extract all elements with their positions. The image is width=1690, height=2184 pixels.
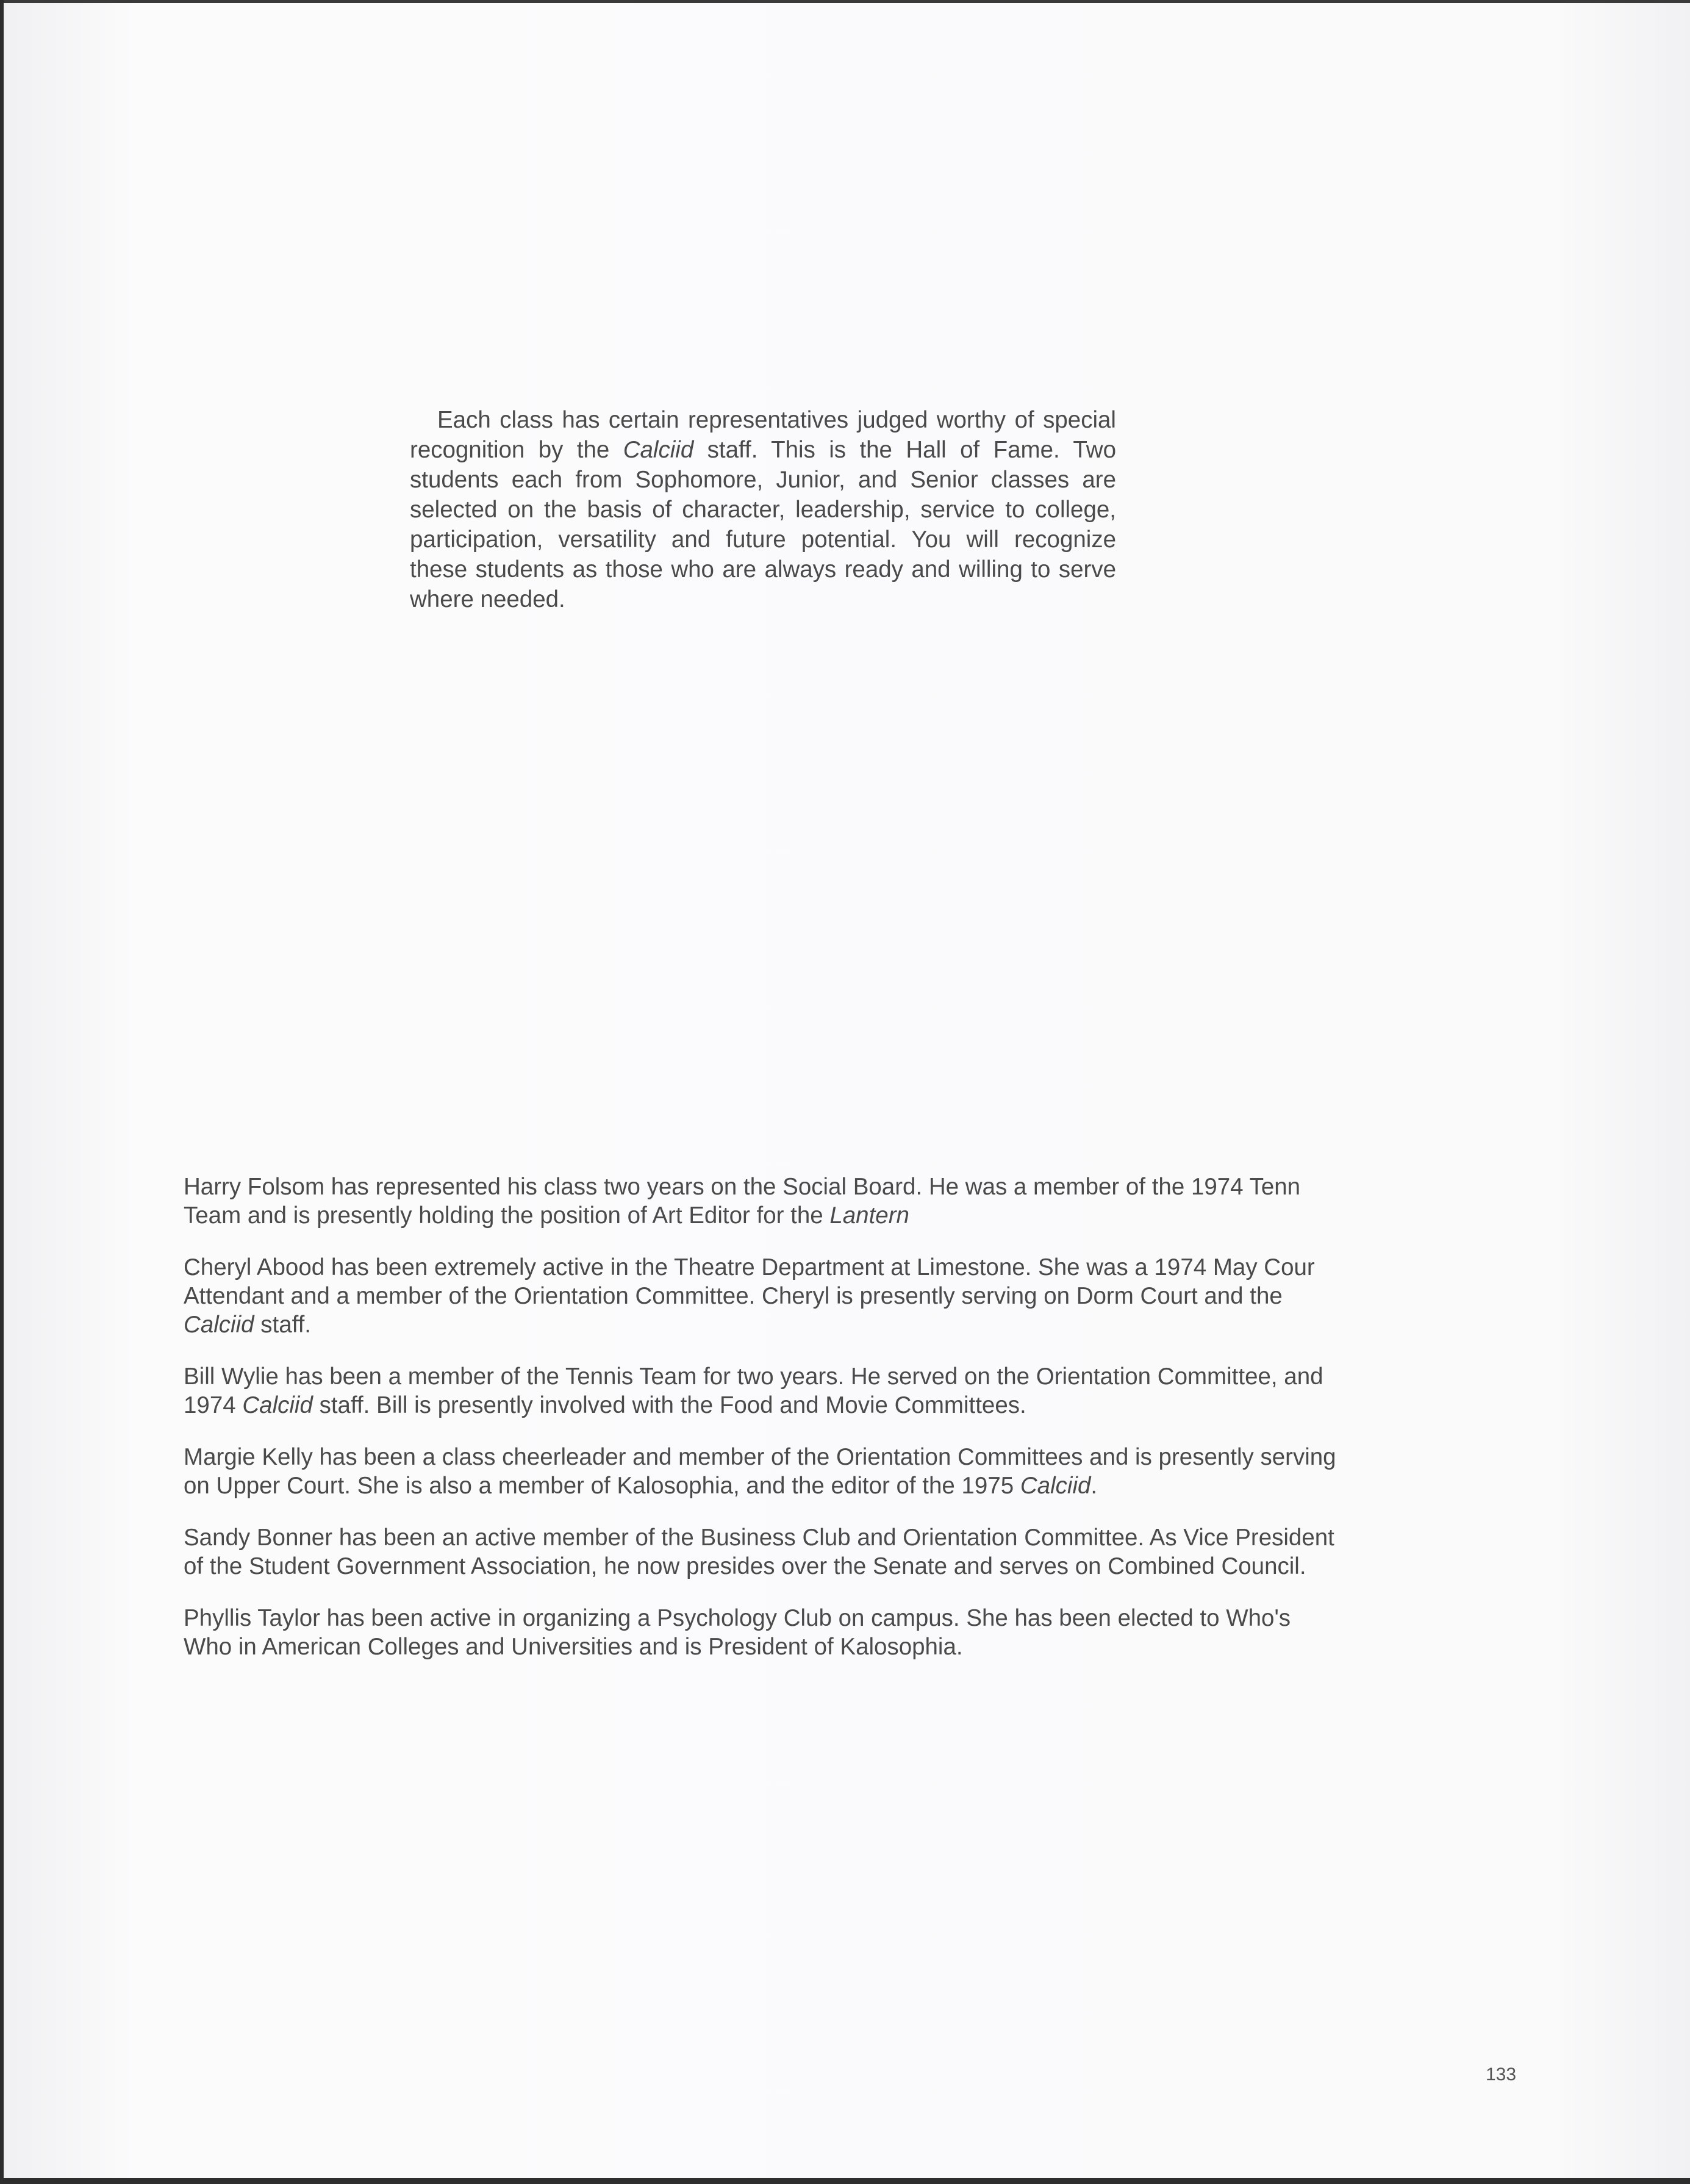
bio-italic: Calciid bbox=[1020, 1473, 1091, 1499]
bio-italic: Calciid bbox=[242, 1392, 313, 1418]
page-edge-bottom bbox=[0, 2178, 1690, 2184]
bio-line: 1974 bbox=[184, 1392, 243, 1418]
bio-line: Phyllis Taylor has been active in organizing a Psychology Club on campus. She has been elected to Who's bbox=[184, 1605, 1291, 1631]
bio-line: Margie Kelly has been a class cheerleader and member of the Orientation Committees and is presently serving bbox=[184, 1444, 1336, 1470]
bio-line: Sandy Bonner has been an active member of the Business Club and Orientation Committee. As Vice President bbox=[184, 1525, 1334, 1551]
bio-bill-wylie bbox=[184, 1362, 1525, 1420]
bio-phyllis-taylor bbox=[184, 1604, 1525, 1661]
bio-line: Team and is presently holding the position of Art Editor for the bbox=[184, 1202, 830, 1229]
bio-line: staff. bbox=[254, 1312, 311, 1338]
page-number: 133 bbox=[1486, 2064, 1517, 2085]
bio-margie-kelly bbox=[184, 1443, 1525, 1500]
intro-italic-calciid: Calciid bbox=[623, 437, 694, 463]
bio-line: on Upper Court. She is also a member of Kalosophia, and the editor of the 1975 bbox=[184, 1473, 1020, 1499]
intro-paragraph bbox=[410, 405, 1116, 614]
bio-line: Harry Folsom has represented his class two years on the Social Board. He was a member of the 1974 Tenn bbox=[184, 1174, 1301, 1200]
intro-text-after: staff. This is the Hall of Fame. Two students each from Sophomore, Junior, and Senior classes are selected on the basis of character, leadership, service to college, participation, versatility and future potential. You will recognize these students as those who are always ready and willing to serve where needed. bbox=[410, 437, 1116, 612]
bio-sandy-bonner bbox=[184, 1523, 1525, 1581]
intro-text-before: Each class has certain representatives judged worthy of special recognition by the bbox=[410, 407, 1116, 463]
bio-italic: Calciid bbox=[184, 1312, 254, 1338]
bio-line: Who in American Colleges and Universities and is President of Kalosophia. bbox=[184, 1634, 963, 1660]
bio-line: . bbox=[1090, 1473, 1098, 1499]
bio-cheryl-abood bbox=[184, 1253, 1525, 1339]
bio-line: Bill Wylie has been a member of the Tennis Team for two years. He served on the Orientation Committee, and bbox=[184, 1363, 1323, 1390]
bio-line: Cheryl Abood has been extremely active in the Theatre Department at Limestone. She was a 1974 May Cour bbox=[184, 1254, 1315, 1281]
page-edge-left bbox=[0, 0, 4, 2184]
bio-line: Attendant and a member of the Orientation Committee. Cheryl is presently serving on Dorm Court and the bbox=[184, 1283, 1283, 1309]
bio-line: staff. Bill is presently involved with the Food and Movie Committees. bbox=[312, 1392, 1026, 1418]
bio-harry-folsom bbox=[184, 1173, 1525, 1230]
page-edge-top bbox=[0, 0, 1690, 3]
bio-line: of the Student Government Association, he now presides over the Senate and serves on Combined Council. bbox=[184, 1553, 1306, 1579]
bio-italic: Lantern bbox=[829, 1202, 909, 1229]
bios-section bbox=[184, 1173, 1525, 1684]
